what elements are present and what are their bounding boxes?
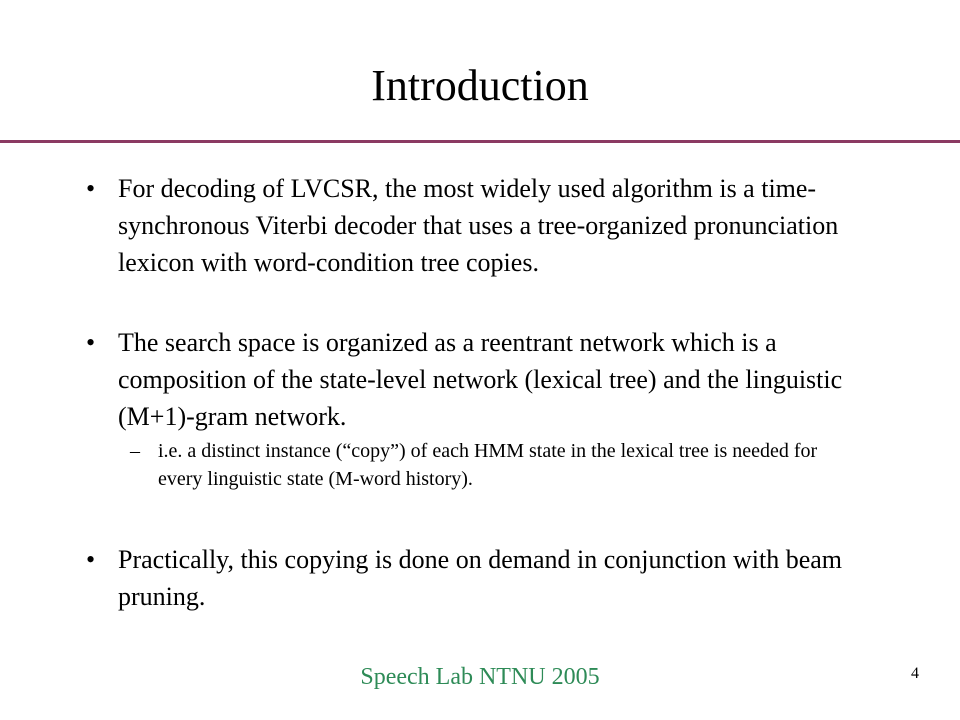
- bullet-text: The search space is organized as a reentrant network which is a composition of the state-level network (lexical tree) and the linguistic (M+1)-gram network.: [118, 328, 843, 431]
- bullet-marker: •: [86, 328, 96, 357]
- footer-text: Speech Lab NTNU 2005: [360, 664, 600, 690]
- page-number: 4: [911, 665, 919, 682]
- slide-title: Introduction: [371, 61, 589, 110]
- bullet-item-1: [86, 170, 866, 281]
- bullet-item-3: [86, 541, 866, 615]
- bullet-marker: •: [86, 174, 96, 203]
- bullet-item-2: [86, 324, 866, 435]
- sub-bullet-item: [130, 437, 830, 493]
- bullet-text: For decoding of LVCSR, the most widely used algorithm is a time-synchronous Viterbi decoder that uses a tree-organized pronunciation lexicon with word-condition tree copies.: [118, 174, 839, 277]
- sub-bullet-text: i.e. a distinct instance (“copy”) of each HMM state in the lexical tree is needed for every linguistic state (M-word history).: [158, 440, 818, 490]
- title-divider: [0, 140, 960, 143]
- sub-bullet-marker: –: [130, 440, 140, 462]
- bullet-marker: •: [86, 545, 96, 574]
- bullet-text: Practically, this copying is done on demand in conjunction with beam pruning.: [118, 545, 843, 611]
